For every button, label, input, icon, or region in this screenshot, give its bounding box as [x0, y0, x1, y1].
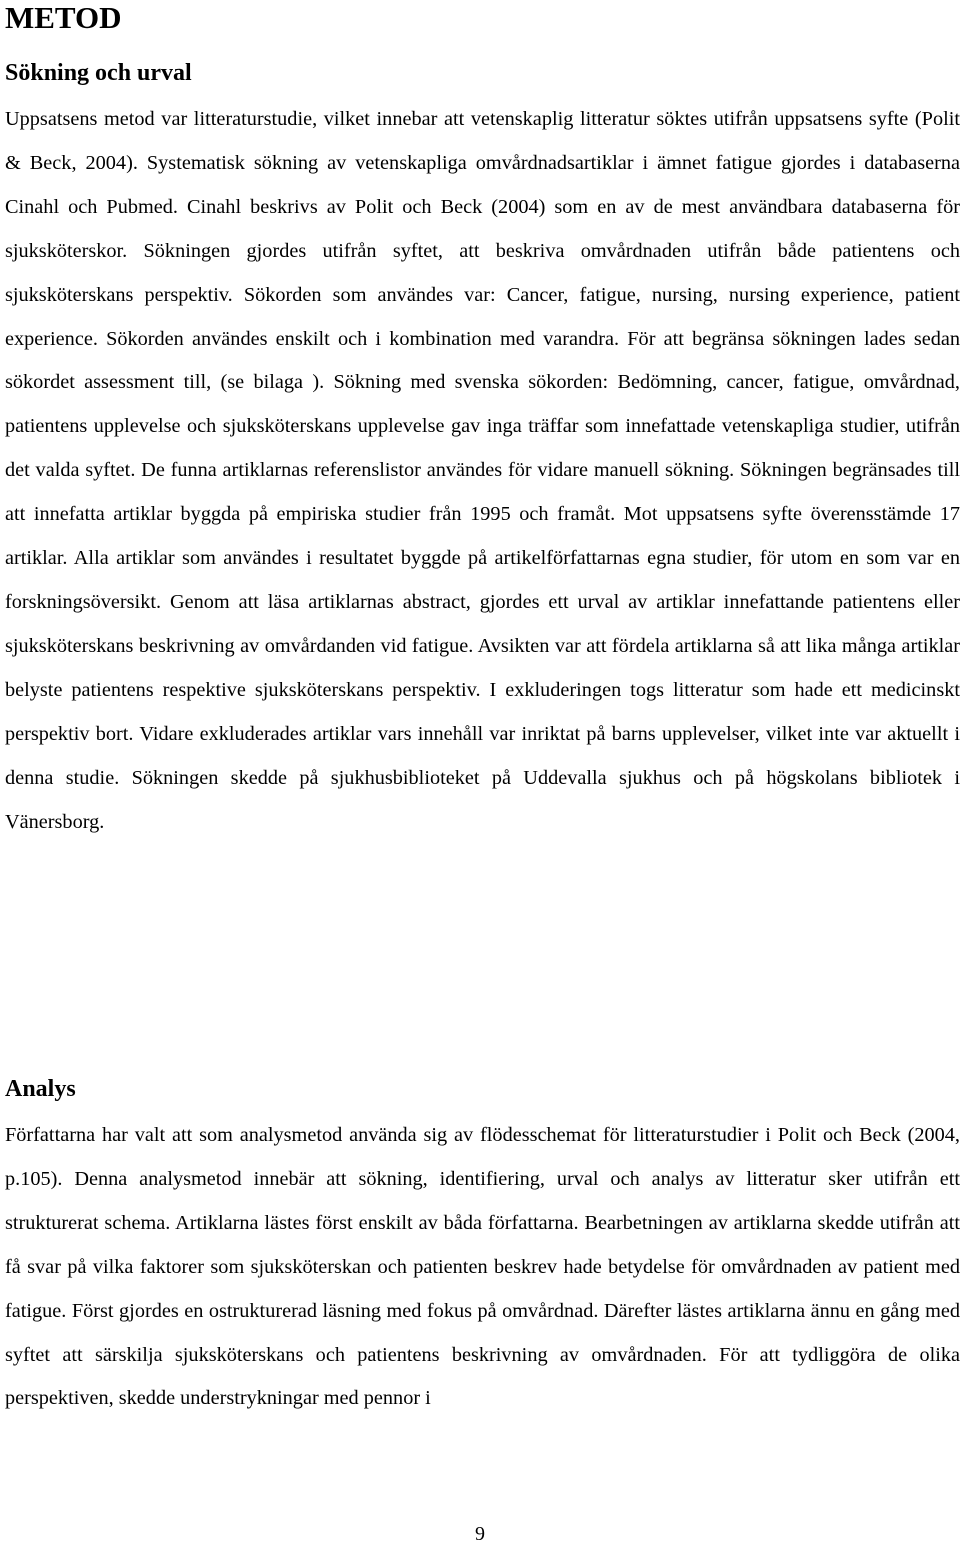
section-body-sokning: Uppsatsens metod var litteraturstudie, vilket innebar att vetenskaplig litteratur söktes utifrån uppsatsens syfte (Polit & Beck, 2004). Systematisk sökning av vetenskapliga omvårdnadsartiklar i ämnet fatigue gjordes i databaserna Cinahl och Pubmed. Cinahl beskrivs av Polit och Beck (2004) som en av de mest användbara databaserna för sjuksköterskor. Sökningen gjordes utifrån syftet, att beskriva omvårdnaden utifrån både patientens och sjuksköterskans perspektiv. Sökorden som användes var: Cancer, fatigue, nursing, nursing experience, patient experience. Sökorden användes enskilt och i kombination med varandra. För att begränsa sökningen lades sedan sökordet assessment till, (se bilaga ). Sökning med svenska sökorden: Bedömning, cancer, fatigue, omvårdnad, patientens upplevelse och sjuksköterskans upplevelse gav inga träffar som innefattade vetenskapliga studier, utifrån det valda syftet. De funna artiklarnas referenslistor användes för vidare manuell sökning. Sökningen begränsades till att innefatta artiklar byggda på empiriska studier från 1995 och framåt. Mot uppsatsens syfte överensstämde 17 artiklar. Alla artiklar som användes i resultatet byggde på artikelförfattarnas egna studier, för utom en som var en forskningsöversikt. Genom att läsa artiklarnas abstract, gjordes ett urval av artiklar innefattande patientens eller sjuksköterskans beskrivning av omvårdanden vid fatigue. Avsikten var att fördela artiklarna så att lika många artiklar belyste patientens respektive sjuksköterskans perspektiv. I exkluderingen togs litteratur som hade ett medicinskt perspektiv bort. Vidare exkluderades artiklar vars innehåll var inriktat på barns upplevelser, vilket inte var aktuellt i denna studie. Sökningen skedde på sjukhusbiblioteket på Uddevalla sjukhus och på högskolans bibliotek i Vänersborg.	[5, 108, 960, 833]
chapter-heading: METOD	[5, 0, 122, 35]
page-number: 9	[475, 1523, 485, 1545]
section-heading-analys: Analys	[5, 1076, 76, 1102]
section-heading-sokning: Sökning och urval	[5, 60, 192, 86]
section-body-analys: Författarna har valt att som analysmetod använda sig av flödesschemat för litteraturstudier i Polit och Beck (2004, p.105). Denna analysmetod innebär att sökning, identifiering, urval och analys av litteratur sker utifrån ett strukturerat schema. Artiklarna lästes först enskilt av båda författarna. Bearbetningen av artiklarna skedde utifrån att få svar på vilka faktorer som sjuksköterskan och patienten beskrev hade betydelse för omvårdnaden av patient med fatigue. Först gjordes en ostrukturerad läsning med fokus på omvårdnad. Därefter lästes artiklarna ännu en gång med syftet att särskilja sjuksköterskans och patientens beskrivning av omvårdnaden. För att tydliggöra de olika perspektiven, skedde understrykningar med pennor i	[5, 1124, 960, 1410]
